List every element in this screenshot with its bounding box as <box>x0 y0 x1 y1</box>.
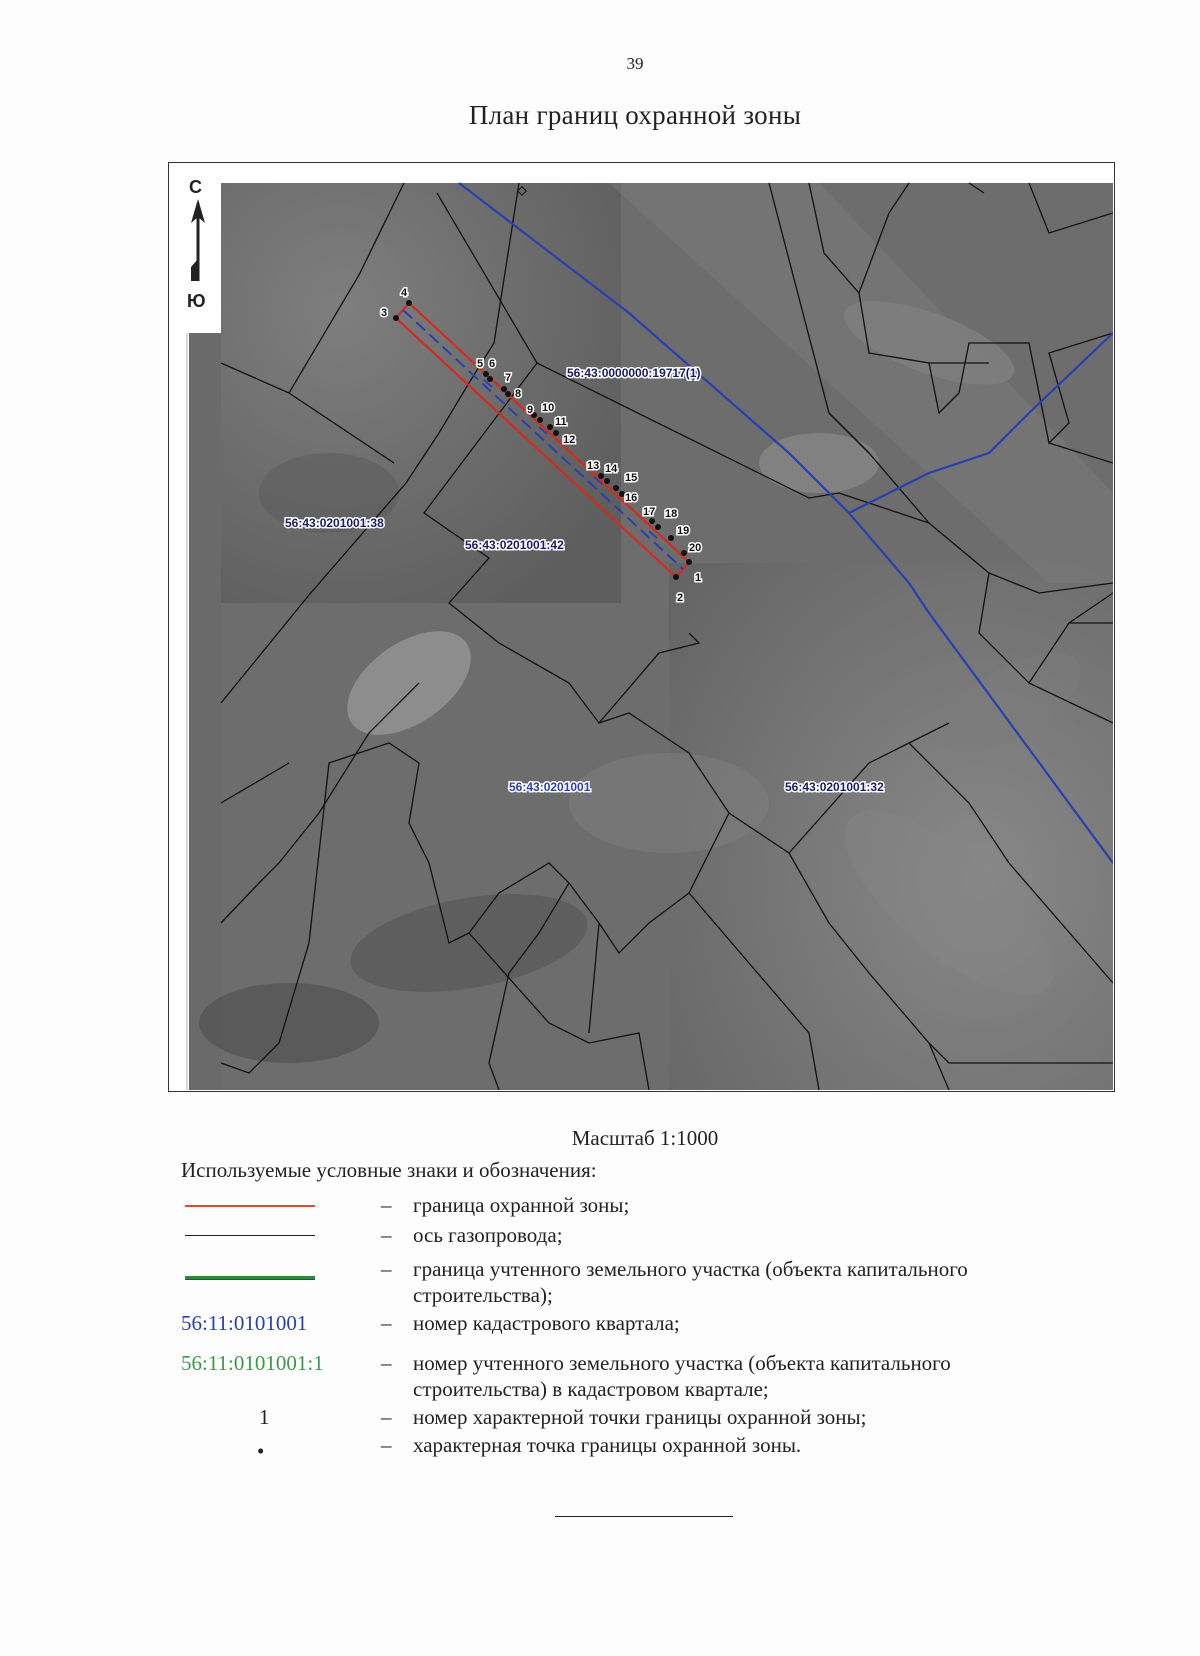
north-label: С <box>189 177 202 197</box>
legend-item-parcel-border <box>181 1256 1081 1308</box>
legend-item-point-marker <box>181 1432 1081 1463</box>
point-label-16: 16 <box>625 492 638 504</box>
legend-item-parcel-number <box>181 1350 1081 1402</box>
point-marker-sample: • <box>257 1439 265 1463</box>
legend-desc: характерная точка границы охранной зоны. <box>413 1433 802 1457</box>
legend-dash: – <box>381 1311 392 1335</box>
point-number-sample: 1 <box>259 1405 270 1429</box>
point-label-3: 3 <box>381 307 388 319</box>
quarter-label: 56:43:0201001 <box>509 780 591 794</box>
point-label-7: 7 <box>505 372 512 384</box>
map-frame[interactable] <box>168 162 1115 1092</box>
map-canvas[interactable] <box>169 163 1113 1090</box>
parcel-border-swatch <box>185 1276 315 1280</box>
aerial-photo <box>189 183 1113 1090</box>
legend-item-quarter-number <box>181 1310 1081 1336</box>
legend-dash: – <box>381 1433 392 1457</box>
end-rule <box>555 1516 733 1517</box>
legend-dash: – <box>381 1351 392 1375</box>
zone-border-swatch <box>185 1205 315 1207</box>
point-label-6: 6 <box>489 358 496 370</box>
point-label-1: 1 <box>695 572 702 584</box>
legend-heading: Используемые условные знаки и обозначения: <box>181 1158 597 1182</box>
legend-dash: – <box>381 1193 392 1217</box>
legend-desc: номер учтенного земельного участка (объекта капитального строительства) в кадастровом квартале; <box>413 1351 951 1401</box>
point-label-14: 14 <box>605 463 618 475</box>
quarter-number-sample: 56:11:0101001 <box>181 1311 308 1335</box>
point-label-19: 19 <box>677 525 690 537</box>
parcel-label-38: 56:43:0201001:38 <box>285 516 384 530</box>
point-label-20: 20 <box>689 542 702 554</box>
page-number: 39 <box>626 54 644 73</box>
point-label-9: 9 <box>527 404 534 416</box>
legend-desc: номер характерной точки границы охранной зоны; <box>413 1405 867 1429</box>
parcel-label-19717: 56:43:0000000:19717(1) <box>567 366 701 380</box>
legend-desc: ось газопровода; <box>413 1223 563 1247</box>
legend-item-zone-border <box>181 1192 1081 1218</box>
legend-desc: граница учтенного земельного участка (объекта капитального строительства); <box>413 1257 968 1307</box>
point-label-10: 10 <box>542 402 555 414</box>
legend-desc: граница охранной зоны; <box>413 1193 630 1217</box>
point-label-2: 2 <box>677 592 684 604</box>
legend-dash: – <box>381 1223 392 1247</box>
legend-desc: номер кадастрового квартала; <box>413 1311 680 1335</box>
point-label-17: 17 <box>643 506 656 518</box>
legend-item-point-number <box>181 1404 1081 1430</box>
point-label-11: 11 <box>555 416 567 428</box>
point-label-13: 13 <box>587 460 600 472</box>
parcel-label-42: 56:43:0201001:42 <box>465 538 564 552</box>
legend-dash: – <box>381 1257 392 1281</box>
page-title: План границ охранной зоны <box>468 100 802 130</box>
point-label-12: 12 <box>563 434 576 446</box>
parcel-label-32: 56:43:0201001:32 <box>785 780 884 794</box>
point-label-8: 8 <box>515 388 522 400</box>
point-label-4: 4 <box>401 287 408 299</box>
map-scale: Масштаб 1:1000 <box>571 1126 719 1150</box>
south-label: Ю <box>187 291 206 311</box>
legend-dash: – <box>381 1405 392 1429</box>
legend-item-gas-axis <box>181 1222 1081 1248</box>
point-label-18: 18 <box>665 508 678 520</box>
parcel-number-sample: 56:11:0101001:1 <box>181 1351 324 1375</box>
point-label-15: 15 <box>625 472 638 484</box>
gas-axis-swatch <box>185 1235 315 1236</box>
point-label-5: 5 <box>477 358 484 370</box>
